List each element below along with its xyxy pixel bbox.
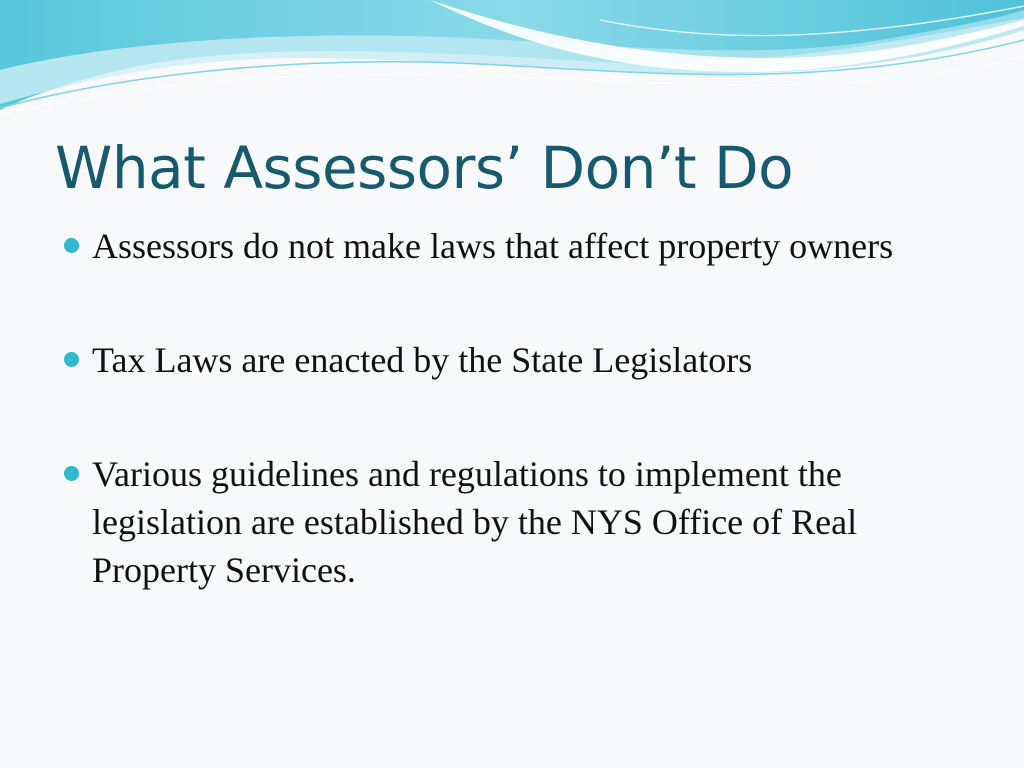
bullet-dot-icon bbox=[64, 466, 79, 481]
bullet-item bbox=[92, 336, 972, 384]
decorative-wave-header bbox=[0, 0, 1024, 130]
bullet-dot-icon bbox=[64, 352, 79, 367]
bullet-text: Various guidelines and regulations to implement the legislation are established by the NYS Office of Real Property Services. bbox=[92, 454, 858, 590]
bullet-list bbox=[92, 222, 972, 594]
bullet-item bbox=[92, 222, 972, 270]
bullet-text: Assessors do not make laws that affect property owners bbox=[92, 226, 894, 266]
bullet-text: Tax Laws are enacted by the State Legislators bbox=[92, 340, 753, 380]
bullet-dot-icon bbox=[64, 238, 79, 253]
bullet-item bbox=[92, 450, 972, 594]
slide-title: What Assessors’ Don’t Do bbox=[55, 134, 794, 202]
